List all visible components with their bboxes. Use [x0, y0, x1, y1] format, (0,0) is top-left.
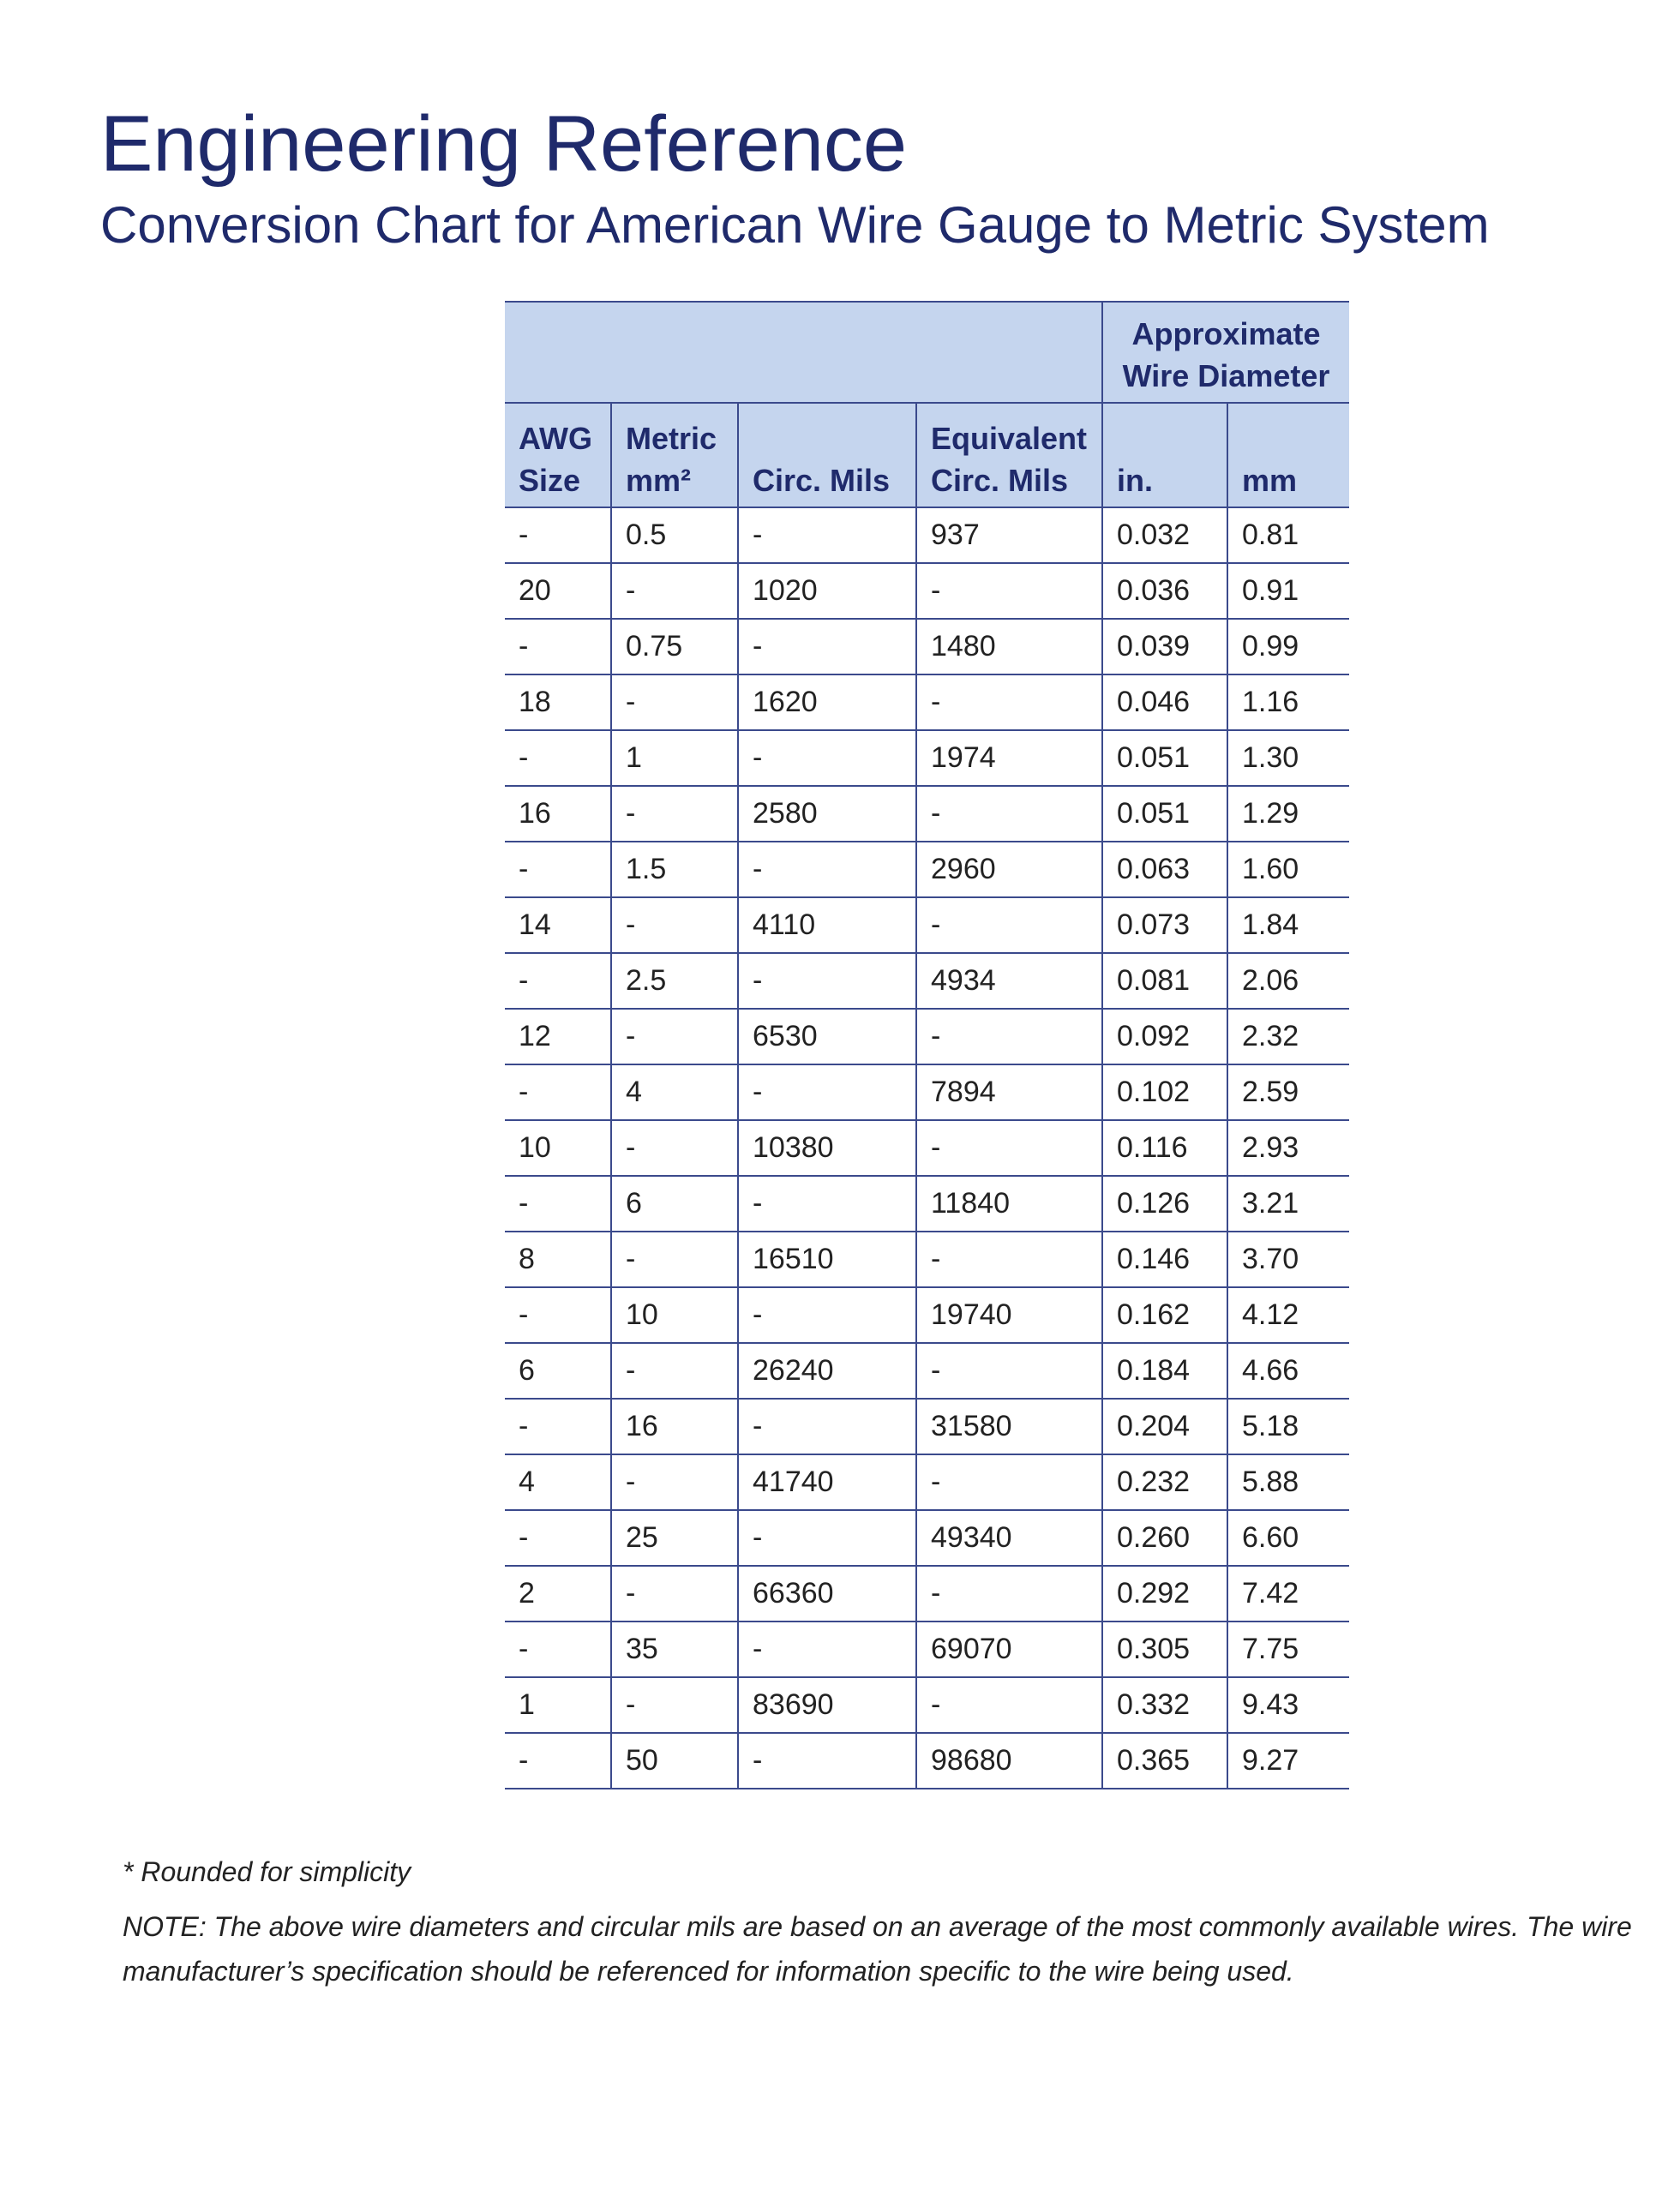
table-cell: 12: [505, 1009, 611, 1064]
approx-diameter-line2: Wire Diameter: [1122, 358, 1330, 393]
table-cell: 0.292: [1102, 1566, 1227, 1622]
table-cell: 98680: [916, 1733, 1102, 1789]
table-cell: 0.051: [1102, 786, 1227, 842]
table-cell: 10: [611, 1287, 738, 1343]
approx-diameter-header: [1102, 302, 1349, 403]
table-cell: 0.073: [1102, 897, 1227, 953]
table-cell: 50: [611, 1733, 738, 1789]
table-cell: 1.5: [611, 842, 738, 897]
header-line2: Circ. Mils: [753, 463, 891, 498]
group-header-spacer: [505, 302, 1102, 403]
header-line2: Size: [519, 463, 581, 498]
table-cell: -: [738, 1064, 916, 1120]
table-row: [505, 674, 1349, 730]
table-cell: 0.332: [1102, 1677, 1227, 1733]
table-cell: 1.30: [1227, 730, 1349, 786]
table-row: [505, 730, 1349, 786]
table-cell: -: [505, 953, 611, 1009]
table-cell: 49340: [916, 1510, 1102, 1566]
table-cell: -: [738, 1176, 916, 1232]
table-cell: -: [738, 1510, 916, 1566]
table-row: [505, 1343, 1349, 1399]
table-row: [505, 1733, 1349, 1789]
table-row: [505, 1120, 1349, 1176]
table-cell: -: [916, 786, 1102, 842]
table-cell: 2.5: [611, 953, 738, 1009]
table-cell: 0.116: [1102, 1120, 1227, 1176]
table-cell: 1: [505, 1677, 611, 1733]
table-cell: 0.75: [611, 619, 738, 674]
table-cell: 0.039: [1102, 619, 1227, 674]
table-cell: -: [505, 842, 611, 897]
table-cell: -: [738, 1287, 916, 1343]
table-cell: 3.70: [1227, 1232, 1349, 1287]
table-row: [505, 897, 1349, 953]
table-cell: 937: [916, 507, 1102, 563]
table-cell: -: [738, 842, 916, 897]
table-cell: 14: [505, 897, 611, 953]
table-cell: -: [611, 786, 738, 842]
table-cell: 5.88: [1227, 1454, 1349, 1510]
table-cell: 0.5: [611, 507, 738, 563]
table-cell: 1620: [738, 674, 916, 730]
header-line1: Equivalent: [931, 421, 1088, 456]
table-cell: 35: [611, 1622, 738, 1677]
note-text: NOTE: The above wire diameters and circular mils are based on an average of the most commonly available wires. The wire manufacturer’s specification should be referenced for information specific to the wire being used.: [123, 1911, 1632, 1987]
table-cell: -: [611, 1009, 738, 1064]
table-cell: -: [738, 1399, 916, 1454]
table-cell: 9.27: [1227, 1733, 1349, 1789]
table-cell: 2.59: [1227, 1064, 1349, 1120]
table-cell: 1.16: [1227, 674, 1349, 730]
table-row: [505, 1287, 1349, 1343]
table-cell: -: [916, 1120, 1102, 1176]
table-cell: 0.036: [1102, 563, 1227, 619]
table-cell: 0.102: [1102, 1064, 1227, 1120]
table-cell: 8: [505, 1232, 611, 1287]
table-cell: -: [505, 1287, 611, 1343]
table-cell: 19740: [916, 1287, 1102, 1343]
table-row: [505, 1510, 1349, 1566]
table-cell: 1: [611, 730, 738, 786]
table-cell: -: [611, 1454, 738, 1510]
page-subtitle: Conversion Chart for American Wire Gauge to Metric System: [100, 196, 1490, 254]
table-cell: 0.305: [1102, 1622, 1227, 1677]
table-cell: 0.365: [1102, 1733, 1227, 1789]
table-cell: 0.184: [1102, 1343, 1227, 1399]
table-cell: -: [916, 1232, 1102, 1287]
header-awg-size: [505, 403, 611, 507]
table-row: [505, 1399, 1349, 1454]
table-row: [505, 1176, 1349, 1232]
table-cell: 7894: [916, 1064, 1102, 1120]
table-cell: -: [505, 1064, 611, 1120]
table-cell: 1.29: [1227, 786, 1349, 842]
approx-diameter-line1: Approximate: [1131, 316, 1321, 351]
header-line2: Circ. Mils: [931, 463, 1069, 498]
table-cell: 25: [611, 1510, 738, 1566]
header-line1: Metric: [626, 421, 717, 456]
table-cell: 83690: [738, 1677, 916, 1733]
column-header-row: [505, 403, 1349, 507]
table-row: [505, 1677, 1349, 1733]
table-cell: 6.60: [1227, 1510, 1349, 1566]
header-circ-mils: [738, 403, 916, 507]
table-cell: -: [916, 674, 1102, 730]
table-cell: -: [738, 1622, 916, 1677]
table-cell: 16510: [738, 1232, 916, 1287]
table-cell: 0.260: [1102, 1510, 1227, 1566]
table-cell: 2.32: [1227, 1009, 1349, 1064]
header-diameter-in: [1102, 403, 1227, 507]
table-row: [505, 563, 1349, 619]
table-cell: -: [505, 730, 611, 786]
table-cell: 18: [505, 674, 611, 730]
table-cell: 4: [505, 1454, 611, 1510]
table-cell: -: [611, 1343, 738, 1399]
table-cell: 1480: [916, 619, 1102, 674]
table-row: [505, 1454, 1349, 1510]
table-cell: 11840: [916, 1176, 1102, 1232]
table-row: [505, 1009, 1349, 1064]
table-header: [505, 302, 1349, 507]
table-cell: 0.204: [1102, 1399, 1227, 1454]
table-row: [505, 953, 1349, 1009]
header-line2: mm²: [626, 463, 692, 498]
page-title: Engineering Reference: [100, 100, 908, 188]
table-cell: -: [505, 619, 611, 674]
header-metric-mm2: [611, 403, 738, 507]
table-cell: -: [611, 674, 738, 730]
table-cell: 0.126: [1102, 1176, 1227, 1232]
table-cell: -: [916, 1677, 1102, 1733]
group-header-row: [505, 302, 1349, 403]
table-cell: 2960: [916, 842, 1102, 897]
table-cell: 0.051: [1102, 730, 1227, 786]
table-cell: -: [611, 897, 738, 953]
table-cell: -: [611, 1566, 738, 1622]
table-cell: -: [738, 1733, 916, 1789]
table-cell: 10: [505, 1120, 611, 1176]
header-line2: in.: [1117, 463, 1153, 498]
table-cell: 20: [505, 563, 611, 619]
table-cell: -: [916, 1343, 1102, 1399]
table-cell: 1.84: [1227, 897, 1349, 953]
table-cell: 0.162: [1102, 1287, 1227, 1343]
table-cell: 0.232: [1102, 1454, 1227, 1510]
table-cell: 4110: [738, 897, 916, 953]
table-cell: 2: [505, 1566, 611, 1622]
table-cell: -: [611, 563, 738, 619]
table-cell: -: [916, 563, 1102, 619]
table-row: [505, 1232, 1349, 1287]
table-cell: 0.081: [1102, 953, 1227, 1009]
table-cell: 69070: [916, 1622, 1102, 1677]
table-cell: 16: [505, 786, 611, 842]
table-cell: 1974: [916, 730, 1102, 786]
table-cell: 4934: [916, 953, 1102, 1009]
table-cell: -: [738, 507, 916, 563]
table-cell: -: [505, 1622, 611, 1677]
table-cell: -: [505, 507, 611, 563]
table-cell: 66360: [738, 1566, 916, 1622]
table-cell: -: [611, 1677, 738, 1733]
table-cell: 6530: [738, 1009, 916, 1064]
table-cell: 16: [611, 1399, 738, 1454]
table-cell: 3.21: [1227, 1176, 1349, 1232]
header-equivalent-circ-mils: [916, 403, 1102, 507]
table-cell: 9.43: [1227, 1677, 1349, 1733]
table-cell: 31580: [916, 1399, 1102, 1454]
table-cell: -: [505, 1510, 611, 1566]
table-row: [505, 1622, 1349, 1677]
table-cell: 2.93: [1227, 1120, 1349, 1176]
table-body: [505, 507, 1349, 1789]
table-row: [505, 1566, 1349, 1622]
table-cell: 0.092: [1102, 1009, 1227, 1064]
table-cell: 26240: [738, 1343, 916, 1399]
table-cell: 10380: [738, 1120, 916, 1176]
table-cell: 41740: [738, 1454, 916, 1510]
table-cell: -: [505, 1176, 611, 1232]
table-cell: -: [916, 1009, 1102, 1064]
table-cell: 2580: [738, 786, 916, 842]
table-cell: -: [738, 619, 916, 674]
table-cell: 5.18: [1227, 1399, 1349, 1454]
header-line1: AWG: [519, 421, 592, 456]
table-cell: 0.91: [1227, 563, 1349, 619]
header-line2: mm: [1242, 463, 1298, 498]
table-cell: -: [611, 1232, 738, 1287]
table-cell: 4.12: [1227, 1287, 1349, 1343]
table-cell: 1.60: [1227, 842, 1349, 897]
table-row: [505, 619, 1349, 674]
table-cell: 7.42: [1227, 1566, 1349, 1622]
table-row: [505, 842, 1349, 897]
table-cell: 0.032: [1102, 507, 1227, 563]
table-cell: 4: [611, 1064, 738, 1120]
table-cell: 6: [505, 1343, 611, 1399]
table-cell: 0.99: [1227, 619, 1349, 674]
table-cell: 4.66: [1227, 1343, 1349, 1399]
table-cell: -: [916, 1454, 1102, 1510]
table-cell: 0.046: [1102, 674, 1227, 730]
table-cell: 7.75: [1227, 1622, 1349, 1677]
table-cell: -: [738, 730, 916, 786]
table-cell: -: [738, 953, 916, 1009]
table-cell: -: [916, 1566, 1102, 1622]
table-row: [505, 1064, 1349, 1120]
table-row: [505, 786, 1349, 842]
table-cell: 6: [611, 1176, 738, 1232]
table-cell: 0.81: [1227, 507, 1349, 563]
header-diameter-mm: [1227, 403, 1349, 507]
table-cell: -: [611, 1120, 738, 1176]
table-cell: 0.063: [1102, 842, 1227, 897]
table-row: [505, 507, 1349, 563]
footnote: * Rounded for simplicity: [123, 1856, 411, 1887]
table-cell: -: [505, 1733, 611, 1789]
table-cell: -: [505, 1399, 611, 1454]
awg-conversion-table: [505, 301, 1349, 1789]
table-cell: 2.06: [1227, 953, 1349, 1009]
table-cell: 1020: [738, 563, 916, 619]
table-cell: -: [916, 897, 1102, 953]
table-cell: 0.146: [1102, 1232, 1227, 1287]
